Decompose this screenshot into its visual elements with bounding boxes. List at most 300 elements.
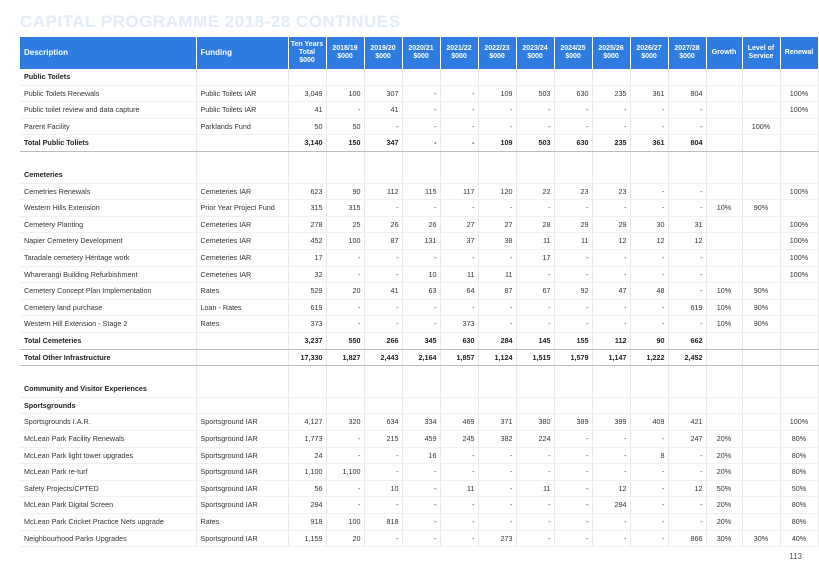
value-cell: - (554, 497, 592, 514)
value-cell: - (516, 299, 554, 316)
table-row (20, 200, 818, 217)
value-cell: 8 (630, 447, 668, 464)
value-cell: 235 (592, 85, 630, 102)
value-cell: 56 (288, 480, 326, 497)
value-cell: 47 (592, 283, 630, 300)
value-cell: 29 (592, 216, 630, 233)
value-cell: - (554, 447, 592, 464)
value-cell (630, 366, 668, 382)
value-cell: - (364, 299, 402, 316)
value-cell: 284 (478, 333, 516, 350)
column-header: 2024/25 $000 (554, 37, 592, 69)
value-cell: - (554, 316, 592, 333)
value-cell: - (478, 102, 516, 119)
value-cell (742, 514, 780, 531)
value-cell: 30% (706, 530, 742, 547)
spacer-row (20, 151, 818, 167)
value-cell: 334 (402, 414, 440, 431)
value-cell: - (554, 250, 592, 267)
description-cell: Cemetery Planting (20, 216, 196, 233)
value-cell: - (668, 514, 706, 531)
description-cell: McLean Park re-turf (20, 464, 196, 481)
value-cell: 12 (592, 480, 630, 497)
table-row (20, 514, 818, 531)
value-cell: 27 (478, 216, 516, 233)
value-cell (630, 167, 668, 183)
value-cell: - (630, 200, 668, 217)
value-cell: 10% (706, 316, 742, 333)
value-cell: 1,579 (554, 349, 592, 366)
description-cell: Sportsgrounds (20, 397, 196, 414)
funding-cell: Sportsground IAR (196, 480, 288, 497)
value-cell: 4,127 (288, 414, 326, 431)
value-cell: - (592, 102, 630, 119)
value-cell: - (516, 316, 554, 333)
funding-cell (196, 397, 288, 414)
table-row (20, 480, 818, 497)
value-cell (288, 381, 326, 397)
value-cell: 294 (592, 497, 630, 514)
table-row (20, 299, 818, 316)
value-cell (706, 183, 742, 200)
value-cell: 100 (326, 85, 364, 102)
description-cell: McLean Park Cricket Practice Nets upgrade (20, 514, 196, 531)
description-cell: McLean Park Digital Screen (20, 497, 196, 514)
value-cell: - (478, 447, 516, 464)
value-cell (516, 167, 554, 183)
value-cell: - (440, 135, 478, 152)
value-cell: 23 (554, 183, 592, 200)
value-cell: - (364, 118, 402, 135)
value-cell: - (440, 299, 478, 316)
value-cell: - (516, 266, 554, 283)
value-cell: 1,159 (288, 530, 326, 547)
funding-cell: Cemeteries IAR (196, 233, 288, 250)
value-cell (780, 316, 818, 333)
value-cell: 28 (516, 216, 554, 233)
description-cell: Total Other Infrastructure (20, 349, 196, 366)
funding-cell: Prior Year Project Fund (196, 200, 288, 217)
value-cell (742, 333, 780, 350)
value-cell: 11 (440, 480, 478, 497)
value-cell (706, 102, 742, 119)
table-row (20, 216, 818, 233)
value-cell: 634 (364, 414, 402, 431)
value-cell (668, 167, 706, 183)
value-cell (478, 69, 516, 85)
value-cell (630, 381, 668, 397)
value-cell: - (592, 250, 630, 267)
value-cell: 215 (364, 431, 402, 448)
description-cell: Safety Projects/CPTED (20, 480, 196, 497)
description-cell: Cemetery land purchase (20, 299, 196, 316)
value-cell: - (668, 250, 706, 267)
value-cell: - (440, 200, 478, 217)
value-cell: 80% (780, 497, 818, 514)
value-cell (706, 85, 742, 102)
table-header-row (20, 37, 818, 69)
value-cell: - (440, 447, 478, 464)
value-cell (742, 102, 780, 119)
value-cell (554, 397, 592, 414)
value-cell: 1,773 (288, 431, 326, 448)
value-cell: - (440, 250, 478, 267)
value-cell (780, 349, 818, 366)
value-cell: 100% (780, 102, 818, 119)
value-cell: 399 (592, 414, 630, 431)
value-cell: - (516, 514, 554, 531)
value-cell (554, 366, 592, 382)
section-header-row (20, 167, 818, 183)
value-cell: - (326, 250, 364, 267)
value-cell (592, 167, 630, 183)
value-cell: - (592, 316, 630, 333)
value-cell: 2,164 (402, 349, 440, 366)
value-cell (592, 381, 630, 397)
value-cell: - (364, 200, 402, 217)
value-cell: - (630, 480, 668, 497)
value-cell: - (440, 464, 478, 481)
description-cell (20, 366, 196, 382)
value-cell: 382 (478, 431, 516, 448)
column-header: 2026/27 $000 (630, 37, 668, 69)
value-cell: - (326, 447, 364, 464)
funding-cell (196, 69, 288, 85)
value-cell: - (364, 250, 402, 267)
capital-programme-table (20, 37, 819, 547)
funding-cell: Sportsground IAR (196, 414, 288, 431)
funding-cell: Loan - Rates (196, 299, 288, 316)
value-cell (780, 151, 818, 167)
funding-cell: Sportsground IAR (196, 447, 288, 464)
value-cell: 409 (630, 414, 668, 431)
value-cell (402, 397, 440, 414)
value-cell: 26 (364, 216, 402, 233)
value-cell (326, 397, 364, 414)
value-cell (780, 283, 818, 300)
value-cell: 818 (364, 514, 402, 531)
value-cell (288, 151, 326, 167)
value-cell (742, 464, 780, 481)
description-cell: Cemetries Renewals (20, 183, 196, 200)
column-header: 2022/23 $000 (478, 37, 516, 69)
column-header: Funding (196, 37, 288, 69)
value-cell: 100% (780, 233, 818, 250)
value-cell: 2,443 (364, 349, 402, 366)
value-cell: 24 (288, 447, 326, 464)
value-cell: 100% (780, 183, 818, 200)
funding-cell: Public Toilets IAR (196, 102, 288, 119)
value-cell: 10% (706, 200, 742, 217)
value-cell: 373 (288, 316, 326, 333)
column-header: Ten Years Total $000 (288, 37, 326, 69)
column-header: Renewal (780, 37, 818, 69)
column-header: 2020/21 $000 (402, 37, 440, 69)
value-cell: 3,049 (288, 85, 326, 102)
value-cell: 10 (402, 266, 440, 283)
page-title: CAPITAL PROGRAMME 2018-28 CONTINUES (20, 12, 401, 31)
column-header: Level of Service (742, 37, 780, 69)
column-header: 2025/26 $000 (592, 37, 630, 69)
value-cell: 32 (288, 266, 326, 283)
value-cell: 17 (288, 250, 326, 267)
value-cell (668, 69, 706, 85)
description-cell: Sportsgrounds I.A.R. (20, 414, 196, 431)
value-cell: - (668, 118, 706, 135)
value-cell: - (516, 530, 554, 547)
value-cell: 64 (440, 283, 478, 300)
value-cell: 100 (326, 233, 364, 250)
value-cell: - (630, 514, 668, 531)
value-cell: 50 (288, 118, 326, 135)
funding-cell: Rates (196, 514, 288, 531)
value-cell: 307 (364, 85, 402, 102)
value-cell: 48 (630, 283, 668, 300)
value-cell (742, 266, 780, 283)
value-cell (326, 151, 364, 167)
value-cell: - (592, 299, 630, 316)
value-cell (592, 151, 630, 167)
value-cell (742, 151, 780, 167)
value-cell: 12 (630, 233, 668, 250)
value-cell: 11 (516, 480, 554, 497)
value-cell: 100% (780, 250, 818, 267)
value-cell: 345 (402, 333, 440, 350)
value-cell: 67 (516, 283, 554, 300)
value-cell: 50 (326, 118, 364, 135)
value-cell (402, 151, 440, 167)
value-cell: - (554, 102, 592, 119)
value-cell: - (516, 102, 554, 119)
value-cell: 347 (364, 135, 402, 152)
value-cell (706, 333, 742, 350)
value-cell: - (554, 266, 592, 283)
funding-cell: Cemeteries IAR (196, 266, 288, 283)
value-cell: - (592, 447, 630, 464)
value-cell (706, 167, 742, 183)
funding-cell: Sportsground IAR (196, 497, 288, 514)
description-cell: Total Cemeteries (20, 333, 196, 350)
description-cell: Napier Cemetery Development (20, 233, 196, 250)
funding-cell: Rates (196, 283, 288, 300)
value-cell: - (402, 480, 440, 497)
value-cell: 20% (706, 447, 742, 464)
value-cell: 235 (592, 135, 630, 152)
value-cell (742, 250, 780, 267)
value-cell (326, 366, 364, 382)
funding-cell: Rates (196, 316, 288, 333)
value-cell: - (478, 497, 516, 514)
value-cell: - (554, 431, 592, 448)
value-cell: 1,857 (440, 349, 478, 366)
value-cell (288, 69, 326, 85)
value-cell (516, 381, 554, 397)
value-cell: - (668, 447, 706, 464)
value-cell: - (554, 118, 592, 135)
section-header-row (20, 397, 818, 414)
value-cell: 866 (668, 530, 706, 547)
value-cell: - (364, 497, 402, 514)
table-row (20, 266, 818, 283)
value-cell: - (440, 118, 478, 135)
value-cell (668, 366, 706, 382)
value-cell: 80% (780, 514, 818, 531)
value-cell (706, 250, 742, 267)
value-cell: - (630, 102, 668, 119)
value-cell: 112 (364, 183, 402, 200)
value-cell: 23 (592, 183, 630, 200)
value-cell: 804 (668, 85, 706, 102)
value-cell: 320 (326, 414, 364, 431)
value-cell: 112 (592, 333, 630, 350)
column-header: Growth (706, 37, 742, 69)
value-cell (742, 397, 780, 414)
value-cell (706, 349, 742, 366)
value-cell: 371 (478, 414, 516, 431)
value-cell (364, 381, 402, 397)
value-cell: 662 (668, 333, 706, 350)
value-cell: 421 (668, 414, 706, 431)
value-cell (402, 381, 440, 397)
table-row (20, 233, 818, 250)
value-cell: - (592, 464, 630, 481)
value-cell: 1,100 (288, 464, 326, 481)
description-cell: McLean Park Facility Renewals (20, 431, 196, 448)
table-row (20, 414, 818, 431)
value-cell: 26 (402, 216, 440, 233)
value-cell: 529 (288, 283, 326, 300)
value-cell (326, 167, 364, 183)
funding-cell (196, 381, 288, 397)
value-cell: - (402, 102, 440, 119)
value-cell: 145 (516, 333, 554, 350)
value-cell: 389 (554, 414, 592, 431)
value-cell (742, 216, 780, 233)
description-cell: Wharerangi Building Refurbishment (20, 266, 196, 283)
value-cell: 50% (780, 480, 818, 497)
value-cell (554, 69, 592, 85)
table-row (20, 102, 818, 119)
value-cell: - (364, 266, 402, 283)
value-cell (516, 366, 554, 382)
value-cell (742, 431, 780, 448)
value-cell: - (630, 464, 668, 481)
value-cell: 90 (630, 333, 668, 350)
value-cell: 90% (742, 283, 780, 300)
value-cell: 1,827 (326, 349, 364, 366)
value-cell: - (516, 200, 554, 217)
value-cell: 1,147 (592, 349, 630, 366)
value-cell (288, 167, 326, 183)
value-cell: 37 (440, 233, 478, 250)
value-cell (364, 151, 402, 167)
value-cell: - (364, 530, 402, 547)
value-cell (742, 497, 780, 514)
value-cell (742, 183, 780, 200)
value-cell: 361 (630, 85, 668, 102)
description-cell (20, 151, 196, 167)
value-cell: 120 (478, 183, 516, 200)
value-cell: - (630, 266, 668, 283)
value-cell: - (440, 102, 478, 119)
value-cell: - (516, 118, 554, 135)
value-cell: 3,140 (288, 135, 326, 152)
value-cell: - (440, 514, 478, 531)
description-cell: Western Hills Extension (20, 200, 196, 217)
value-cell (668, 397, 706, 414)
value-cell: 273 (478, 530, 516, 547)
value-cell (780, 118, 818, 135)
value-cell: - (554, 480, 592, 497)
value-cell: - (630, 431, 668, 448)
table-row (20, 118, 818, 135)
value-cell: - (554, 299, 592, 316)
description-cell: Cemetery Concept Plan Implementation (20, 283, 196, 300)
table-row (20, 283, 818, 300)
value-cell: 315 (288, 200, 326, 217)
value-cell (668, 151, 706, 167)
value-cell: 17 (516, 250, 554, 267)
value-cell (478, 381, 516, 397)
value-cell (780, 299, 818, 316)
value-cell (706, 135, 742, 152)
value-cell (706, 216, 742, 233)
column-header: 2019/20 $000 (364, 37, 402, 69)
table-row (20, 250, 818, 267)
value-cell (780, 381, 818, 397)
value-cell: 373 (440, 316, 478, 333)
value-cell: - (668, 266, 706, 283)
value-cell: 503 (516, 85, 554, 102)
value-cell: 1,515 (516, 349, 554, 366)
value-cell: 100% (742, 118, 780, 135)
value-cell: 17,330 (288, 349, 326, 366)
value-cell (554, 381, 592, 397)
table-body (20, 69, 818, 547)
value-cell: - (592, 118, 630, 135)
value-cell: 20 (326, 283, 364, 300)
value-cell: 20 (326, 530, 364, 547)
value-cell (364, 366, 402, 382)
description-cell: Parent Facility (20, 118, 196, 135)
total-row (20, 349, 818, 366)
value-cell (706, 266, 742, 283)
funding-cell (196, 333, 288, 350)
value-cell: - (668, 102, 706, 119)
value-cell: 90% (742, 316, 780, 333)
value-cell: 22 (516, 183, 554, 200)
value-cell: 155 (554, 333, 592, 350)
value-cell: - (402, 316, 440, 333)
value-cell: 20% (706, 514, 742, 531)
value-cell (554, 151, 592, 167)
value-cell (668, 381, 706, 397)
value-cell (706, 233, 742, 250)
value-cell: 80% (780, 447, 818, 464)
column-header: 2023/24 $000 (516, 37, 554, 69)
value-cell: 469 (440, 414, 478, 431)
value-cell: 12 (592, 233, 630, 250)
value-cell: - (478, 118, 516, 135)
total-row (20, 135, 818, 152)
value-cell: - (402, 514, 440, 531)
value-cell: 12 (668, 233, 706, 250)
value-cell (440, 366, 478, 382)
value-cell (440, 167, 478, 183)
value-cell (706, 397, 742, 414)
value-cell: 11 (440, 266, 478, 283)
value-cell: - (478, 464, 516, 481)
